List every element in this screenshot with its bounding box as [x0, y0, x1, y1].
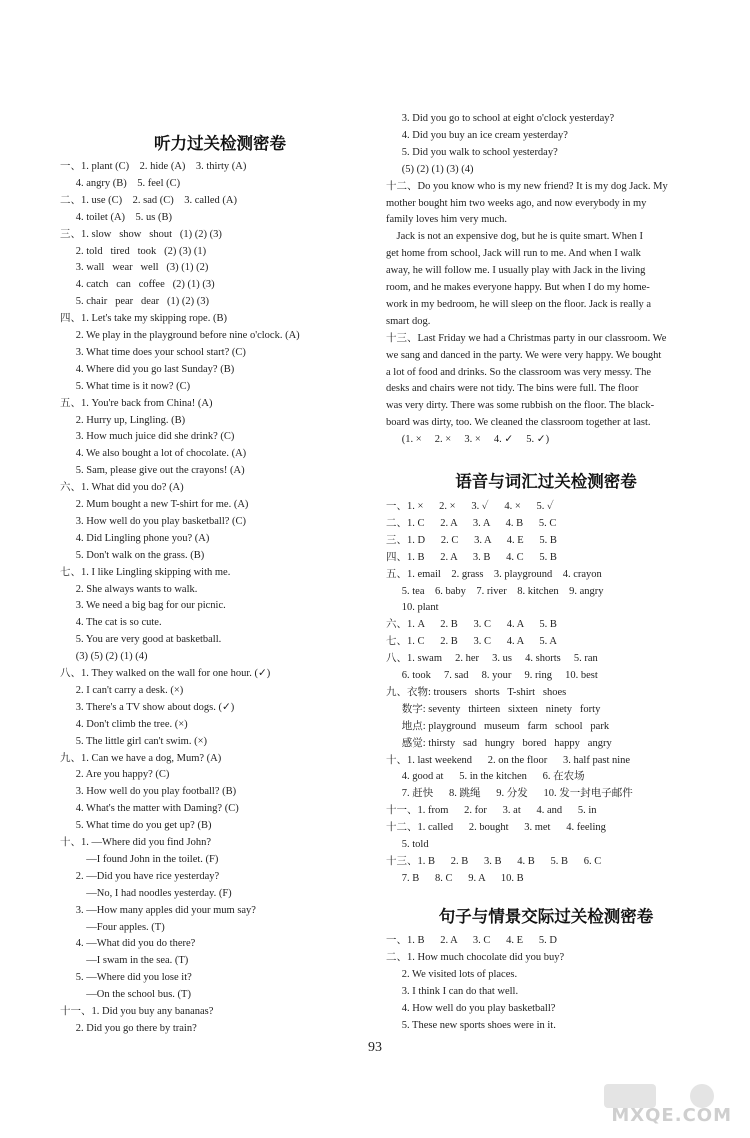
answer-line: we sang and danced in the party. We were very happy. We bought [386, 349, 662, 361]
answer-line: 十三、1. B 2. B 3. B 4. B 5. B 6. C [386, 855, 602, 867]
answer-line: —No, I had noodles yesterday. (F) [60, 887, 232, 899]
answer-line: —On the school bus. (T) [60, 989, 191, 1001]
answer-line: 六、1. What did you do? (A) [60, 482, 184, 494]
answer-line: room, and he makes everyone happy. But when I do my home- [386, 282, 650, 293]
answer-line: 五、1. email 2. grass 3. playground 4. crayon [386, 568, 602, 580]
answer-line: 2. We visited lots of places. [386, 968, 518, 980]
answer-line: 十二、Do you know who is my new friend? It is my dog Jack. My [386, 180, 668, 192]
answer-line: 4. —What did you do there? [60, 938, 196, 950]
answer-line: 4. angry (B) 5. feel (C) [60, 177, 181, 189]
answer-line: 5. chair pear dear (1) (2) (3) [60, 296, 209, 308]
answer-line: 5. Don't walk on the grass. (B) [60, 549, 205, 561]
page-number: 93 [368, 1040, 382, 1055]
answer-line: 八、1. They walked on the wall for one hour. (✓) [60, 668, 271, 679]
answer-line: 一、1. × 2. × 3. ✓ 4. × 5. ✓ [386, 501, 554, 512]
answer-line: away, he will follow me. I usually play with Jack in the living [386, 265, 646, 277]
answer-line: 一、1. B 2. A 3. C 4. E 5. D [386, 935, 557, 946]
watermark-logo: MXQE.COM [602, 1080, 742, 1132]
answer-line: 4. What's the matter with Daming? (C) [60, 803, 239, 815]
answer-line: mother bought him two weeks ago, and now everybody in my [386, 197, 647, 209]
answer-line: a lot of food and drinks. So the classroom was very messy. The [386, 366, 652, 378]
answer-line: 二、1. How much chocolate did you buy? [386, 951, 565, 963]
answer-line: 6. took 7. sad 8. your 9. ring 10. best [386, 670, 598, 681]
answer-line: 地点: playground museum farm school park [386, 720, 610, 732]
answer-line: 七、1. I like Lingling skipping with me. [60, 566, 231, 578]
answer-line: 4. good at 5. in the kitchen 6. 在农场 [386, 771, 585, 783]
section-title-phonics-vocab: 语音与词汇过关检测密卷 [455, 472, 637, 491]
answer-line: 感觉: thirsty sad hungry bored happy angry [386, 737, 612, 749]
answer-line: 3. We need a big bag for our picnic. [60, 600, 226, 612]
answer-line: desks and chairs were not tidy. The bins were full. The floor [386, 383, 639, 395]
answer-line: 四、1. B 2. A 3. B 4. C 5. B [386, 551, 557, 563]
answer-line: was very dirty. There was some rubbish on the floor. The black- [386, 400, 655, 412]
answer-line: 数字: seventy thirteen sixteen ninety forty [386, 703, 601, 715]
answer-line: 3. I think I can do that well. [386, 985, 519, 997]
answer-line: work in my bedroom, he will sleep on the floor. Jack is really a [386, 298, 652, 310]
answer-line: 3. —How many apples did your mum say? [60, 904, 256, 916]
answer-line: 5. told [386, 839, 429, 850]
answer-line: 三、1. slow show shout (1) (2) (3) [60, 228, 222, 240]
answer-line: 十一、1. from 2. for 3. at 4. and 5. in [386, 805, 597, 817]
answer-line: 5. What time do you get up? (B) [60, 820, 212, 832]
answer-line: 2. Hurry up, Lingling. (B) [60, 414, 186, 426]
answer-line: get home from school, Jack will run to me. And when I walk [386, 248, 641, 260]
answer-line: 3. What time does your school start? (C) [60, 346, 246, 358]
answer-line: 4. Did Lingling phone you? (A) [60, 532, 210, 544]
answer-line: 2. Are you happy? (C) [60, 769, 170, 781]
answer-line: 十三、Last Friday we had a Christmas party in our classroom. We [386, 332, 667, 344]
answer-line: (5) (2) (1) (3) (4) [386, 163, 474, 175]
answer-line: 4. toilet (A) 5. us (B) [60, 211, 172, 223]
answer-line: 2. I can't carry a desk. (×) [60, 684, 184, 696]
answer-line: —I found John in the toilet. (F) [60, 853, 219, 865]
answer-line: 4. How well do you play basketball? [386, 1002, 556, 1014]
answer-line: 7. 赶快 8. 跳绳 9. 分发 10. 发一封电子邮件 [386, 788, 633, 800]
answer-line: 7. B 8. C 9. A 10. B [386, 872, 524, 884]
answer-line: 5. —Where did you lose it? [60, 972, 192, 984]
answer-line: 七、1. C 2. B 3. C 4. A 5. A [386, 636, 557, 648]
answer-line: 2. told tired took (2) (3) (1) [60, 245, 207, 257]
answer-line: 二、1. use (C) 2. sad (C) 3. called (A) [60, 194, 238, 206]
answer-line: —Four apples. (T) [60, 921, 165, 933]
answer-line: 2. She always wants to walk. [60, 583, 198, 595]
answer-line: 4. catch can coffee (2) (1) (3) [60, 279, 215, 291]
answer-line: 4. Where did you go last Sunday? (B) [60, 363, 235, 375]
answer-line: 4. The cat is so cute. [60, 617, 162, 629]
answer-line: 3. wall wear well (3) (1) (2) [60, 262, 209, 274]
answer-line: 一、1. plant (C) 2. hide (A) 3. thirty (A) [60, 161, 247, 172]
answer-line: 十、1. —Where did you find John? [60, 837, 212, 848]
answer-line: 5. What time is it now? (C) [60, 380, 191, 392]
answer-line: 5. tea 6. baby 7. river 8. kitchen 9. angry [386, 585, 604, 597]
answer-line: 3. How much juice did she drink? (C) [60, 431, 235, 443]
answer-line: (3) (5) (2) (1) (4) [60, 651, 148, 663]
answer-line: 2. We play in the playground before nine o'clock. (A) [60, 330, 300, 341]
answer-line: 2. Did you go there by train? [60, 1022, 197, 1034]
answer-line: 5. These new sports shoes were in it. [386, 1019, 556, 1031]
answer-line: 5. You are very good at basketball. [60, 634, 222, 646]
answer-line: 十、1. last weekend 2. on the floor 3. half past nine [386, 754, 631, 766]
answer-line: board was dirty, too. We cleaned the classroom together at last. [386, 417, 651, 429]
answer-line: —I swam in the sea. (T) [60, 955, 189, 967]
answer-line: (1. × 2. × 3. × 4. ✓ 5. ✓) [386, 434, 550, 446]
answer-line: Jack is not an expensive dog, but he is quite smart. When I [386, 231, 644, 243]
answer-line: 2. —Did you have rice yesterday? [60, 870, 220, 882]
answer-line: 十二、1. called 2. bought 3. met 4. feeling [386, 822, 606, 834]
answer-line: 六、1. A 2. B 3. C 4. A 5. B [386, 619, 557, 631]
answer-line: 九、衣物: trousers shorts T-shirt shoes [386, 686, 567, 698]
answer-line: 5. The little girl can't swim. (×) [60, 735, 208, 747]
answer-line: 5. Sam, please give out the crayons! (A) [60, 465, 245, 477]
answer-line: 二、1. C 2. A 3. A 4. B 5. C [386, 517, 557, 529]
section-title-sentences: 句子与情景交际过关检测密卷 [438, 907, 654, 926]
answer-line: 四、1. Let's take my skipping rope. (B) [60, 313, 227, 325]
answer-line: 八、1. swam 2. her 3. us 4. shorts 5. ran [386, 653, 598, 665]
answer-line: smart dog. [386, 315, 431, 327]
answer-line: 2. Mum bought a new T-shirt for me. (A) [60, 499, 249, 510]
answer-line: family loves him very much. [386, 214, 508, 226]
answer-line: 3. How well do you play football? (B) [60, 786, 237, 798]
answer-line: 5. Did you walk to school yesterday? [386, 146, 558, 158]
answer-line: 3. Did you go to school at eight o'clock yesterday? [386, 113, 615, 124]
answer-line: 九、1. Can we have a dog, Mum? (A) [60, 752, 222, 764]
answer-line: 10. plant [386, 602, 439, 614]
section-title-listening: 听力过关检测密卷 [154, 134, 286, 153]
answer-line: 3. How well do you play basketball? (C) [60, 515, 247, 527]
answer-line: 4. Did you buy an ice cream yesterday? [386, 129, 568, 141]
answer-line: 十一、1. Did you buy any bananas? [60, 1006, 214, 1017]
answer-line: 4. Don't climb the tree. (×) [60, 718, 188, 730]
answer-line: 3. There's a TV show about dogs. (✓) [60, 701, 235, 713]
answer-line: 五、1. You're back from China! (A) [60, 397, 213, 409]
answer-line: 4. We also bought a lot of chocolate. (A) [60, 448, 247, 460]
answer-line: 三、1. D 2. C 3. A 4. E 5. B [386, 534, 557, 546]
